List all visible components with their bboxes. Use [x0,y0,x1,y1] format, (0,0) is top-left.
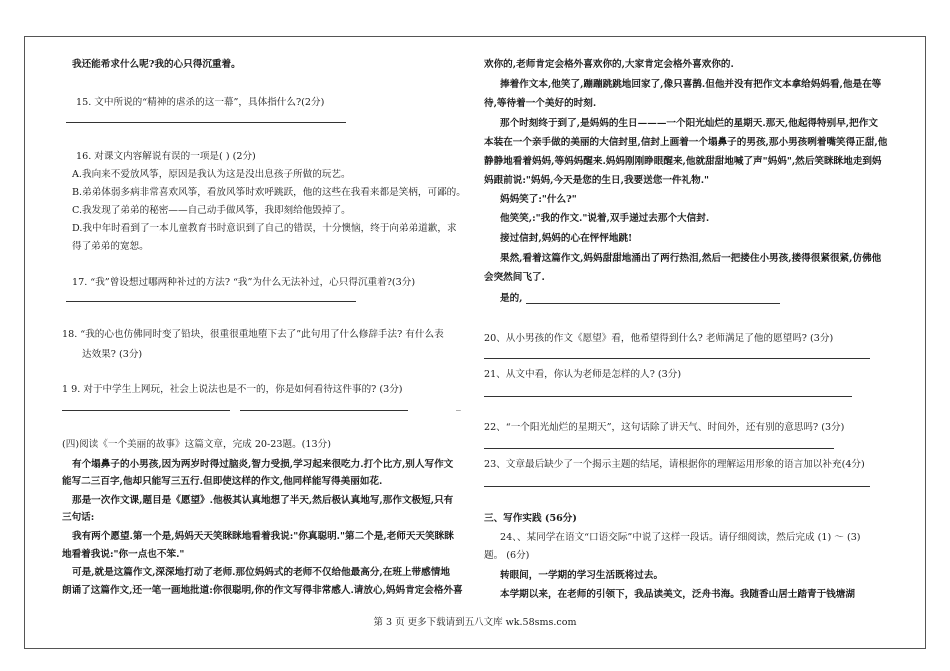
answer-line-22[interactable] [484,448,834,449]
question-18-line2: 达效果? (3分) [82,349,143,360]
question-21: 21、从文中看，你认为老师是怎样的人? (3分) [484,369,682,380]
passage-line: 有个塌鼻子的小男孩,因为两岁时得过脑炎,智力受损,学习起来很吃力.打个比方,别人写作文 [72,459,454,470]
passage-line: 他笑笑,:"我的作文."说着,双手递过去那个大信封. [500,213,710,224]
question-15: 15. 文中所说的“精神的虐杀的这一幕”，具体指什么?(2分) [76,97,325,108]
question-24-line1: 24、、某同学在语文“口语交际”中说了这样一段话。请仔细阅读，然后完成 (1) ～ (3) [500,532,861,543]
question-16: 16. 对课文内容解说有误的一项是( ) (2分) [76,151,256,162]
answer-line-15[interactable] [66,122,346,123]
question-18-line1: 18. “我的心也仿佛同时变了铅块，很重很重地堕下去了”此句用了什么修辞手法? 有什么表 [62,329,444,340]
passage-line: 本装在一个亲手做的美丽的大信封里,信封上画着一个塌鼻子的男孩,那小男孩咧着嘴笑得正甜,他 [484,137,888,148]
passage-line: 三句话: [62,512,95,523]
answer-line-passage-end[interactable] [526,303,780,304]
q16-option-c: C.我发现了弟弟的秘密——自己动手做风筝，我即刻给他毁掉了。 [72,205,351,216]
section-4-heading: (四)阅读《一个美丽的故事》这篇文章，完成 20-23题。(13分) [62,439,331,450]
answer-line-20[interactable] [484,358,870,359]
passage-line: 可是,就是这篇作文,深深地打动了老师.那位妈妈式的老师不仅给他最高分,在班上带感情地 [72,567,450,578]
passage-line: 那个时刻终于到了,是妈妈的生日———一个阳光灿烂的星期天.那天,他起得特别早,把作文 [500,118,878,129]
passage-line: 会突然间飞了. [484,272,545,283]
passage-line: 果然,看着这篇作文,妈妈甜甜地涌出了两行热泪,然后一把搂住小男孩,搂得很紧很紧,仿佛他 [500,253,882,264]
passage-line: 妈妈笑了:"什么?" [500,194,577,205]
page-footer: 第 3 页 更多下载请到五八文库 wk.58sms.com [373,617,577,628]
passage-line: 捧着作文本,他笑了,蹦蹦跳跳地回家了,像只喜鹊.但他并没有把作文本拿给妈妈看,他是在等 [500,79,882,90]
question-24-line2: 题。 (6分) [484,550,530,561]
passage-line: 是的, [500,293,523,304]
question-17: 17. “我”曾设想过哪两种补过的方法? “我”为什么无法补过，心只得沉重着?(3分) [72,277,416,288]
answer-line-23[interactable] [484,486,870,487]
answer-line-17[interactable] [66,301,356,302]
passage-line: 能写二三百字,他却只能写三五行.但即使这样的作文,他同样能写得美丽如花. [62,476,383,487]
answer-line-19b[interactable] [240,410,408,411]
passage-line: 地看着我说:"你一点也不笨." [62,549,185,560]
passage-line: 朗诵了这篇作文,还一笔一画地批道:你很聪明,你的作文写得非常感人.请放心,妈妈肯定会格外喜 [62,585,463,596]
answer-line-19a[interactable] [62,410,230,411]
passage-line: 静静地看着妈妈,等妈妈醒来.妈妈刚刚睁眼醒来,他就甜甜地喊了声"妈妈",然后笑眯眯地走到妈 [484,156,882,167]
answer-line-21[interactable] [484,396,852,397]
section-3-heading: 三、写作实践 (56分) [484,513,577,524]
q16-option-b: B.弟弟体弱多病非常喜欢风筝，看放风筝时欢呼跳跃，他的这些在我看来都是笑柄，可鄙的。 [72,187,466,198]
question-20: 20、从小男孩的作文《愿望》看，他希望得到什么? 老师满足了他的愿望吗? (3分) [484,333,834,344]
q16-option-a: A.我向来不爱放风筝，原因是我认为这是没出息孩子所做的玩艺。 [72,169,351,180]
passage-line: 我有两个愿望.第一个是,妈妈天天笑眯眯地看着我说:"你真聪明."第二个是,老师天天笑眯眯 [72,531,454,542]
passage-line: 那是一次作文课,题目是《愿望》.他极其认真地想了半天,然后极认真地写,那作文极短,只有 [72,495,454,506]
question-19: 1 9. 对于中学生上网玩，社会上说法也是不一的，你是如何看待这件事的? (3分) [62,384,403,395]
q16-option-d: D.我中年时看到了一本儿童教育书时意识到了自己的错误，十分懊恼，终于向弟弟道歉，求 [72,223,457,234]
passage-line: 接过信封,妈妈的心在怦怦地跳! [500,233,633,244]
question-23: 23、文章最后缺少了一个揭示主题的结尾，请根据你的理解运用形象的语言加以补充(4分) [484,459,865,470]
q16-option-d-cont: 得了弟弟的宽恕。 [72,241,149,252]
passage-line: 妈跟前说:"妈妈,今天是您的生日,我要送您一件礼物." [484,175,710,186]
intro-line: 我还能希求什么呢?我的心只得沉重着。 [72,59,241,70]
passage-line: 待,等待着一个美好的时刻. [484,98,597,109]
q24-paragraph-1: 转眼间，一学期的学习生活既将过去。 [500,570,664,581]
passage-line: 欢你的,老师肯定会格外喜欢你的,大家肯定会格外喜欢你的. [484,59,734,70]
question-22: 22、“一个阳光灿烂的星期天”，这句话除了讲天气、时间外，还有别的意思吗? (3分) [484,422,845,433]
q24-paragraph-2: 本学期以来，在老师的引领下，我品读美文，泛舟书海。我随香山居士踏青于钱塘湖 [500,589,855,600]
q19-dash: _ [456,400,461,411]
